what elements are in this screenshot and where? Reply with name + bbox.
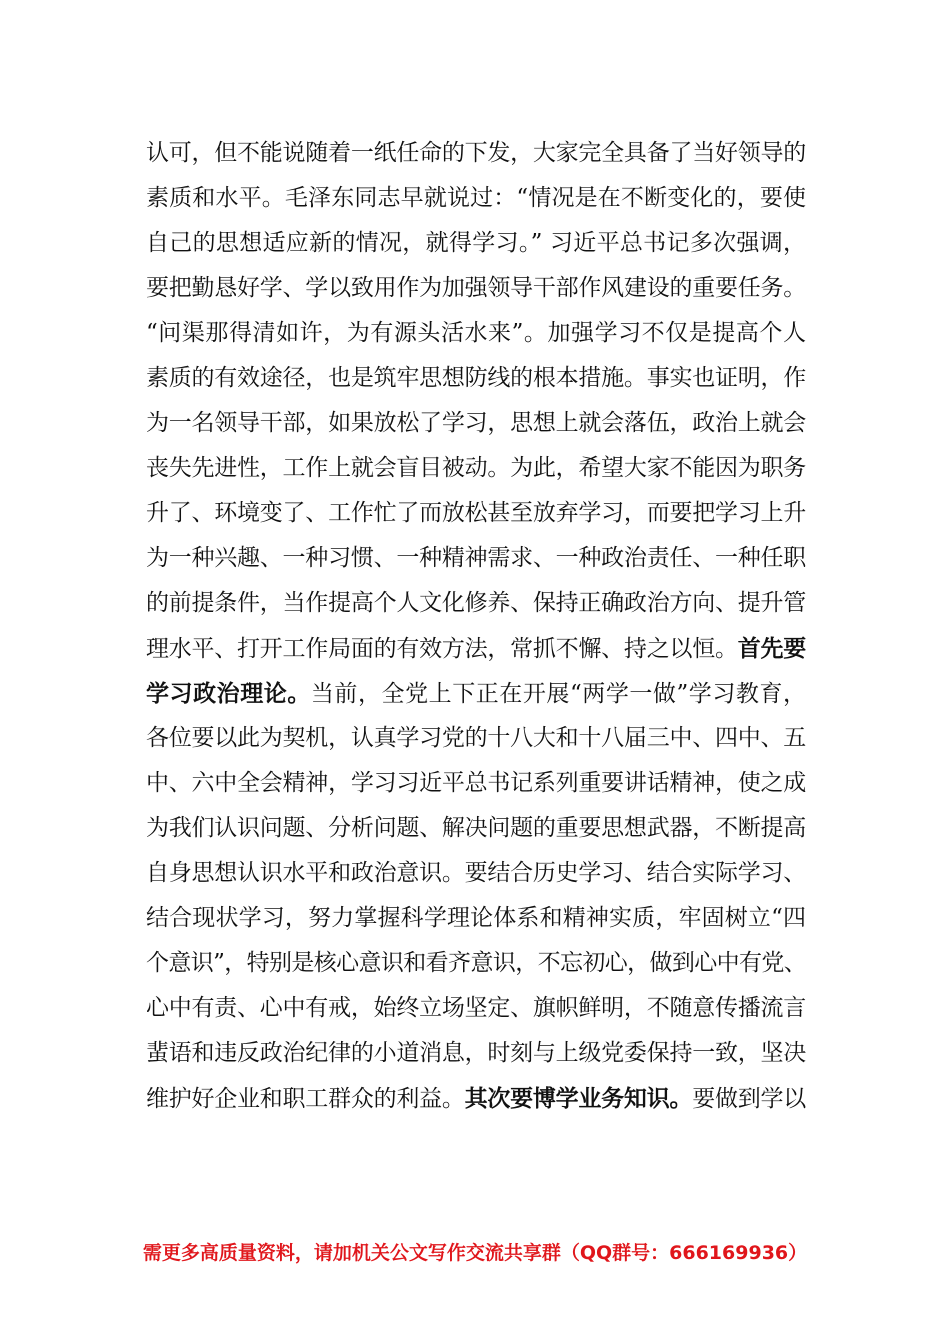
text-line (146, 671, 806, 716)
text-line (146, 1076, 806, 1121)
text-line (146, 536, 806, 581)
text-span: 蜚语和违反政治纪律的小道消息，时刻与上级党委保持一致，坚决 (146, 1040, 806, 1066)
text-line (146, 716, 806, 761)
text-line (146, 941, 806, 986)
text-span: 理水平、打开工作局面的有效方法，常抓不懈、持之以恒。 (146, 636, 738, 662)
text-line (146, 401, 806, 446)
text-line (146, 986, 806, 1031)
text-span: “问渠那得清如许，为有源头活水来”。加强学习不仅是提高个人 (146, 320, 806, 346)
text-span: 要把勤恳好学、学以致用作为加强领导干部作风建设的重要任务。 (146, 275, 806, 301)
bold-heading-span: 首先要 (737, 635, 807, 662)
text-line (146, 896, 806, 941)
text-span: 升了、环境变了、工作忙了而放松甚至放弃学习，而要把学习上升 (146, 500, 806, 526)
text-span: 心中有责、心中有戒，始终立场坚定、旗帜鲜明，不随意传播流言 (146, 995, 806, 1021)
text-span: 结合现状学习，努力掌握科学理论体系和精神实质，牢固树立“四 (146, 905, 806, 931)
body-text (146, 131, 806, 1121)
text-span: 自己的思想适应新的情况，就得学习。” 习近平总书记多次强调， (146, 230, 806, 256)
text-span: 要做到学以 (692, 1086, 807, 1112)
text-span: 各位要以此为契机，认真学习党的十八大和十八届三中、四中、五 (146, 725, 806, 751)
text-line (146, 761, 806, 806)
text-span: 的前提条件，当作提高个人文化修养、保持正确政治方向、提升管 (146, 590, 806, 616)
text-span: 丧失先进性，工作上就会盲目被动。为此，希望大家不能因为职务 (146, 455, 806, 481)
text-line (146, 1031, 806, 1076)
text-span: 为一名领导干部，如果放松了学习，思想上就会落伍，政治上就会 (146, 410, 806, 436)
text-span: 为我们认识问题、分析问题、解决问题的重要思想武器，不断提高 (146, 815, 806, 841)
text-span: 为一种兴趣、一种习惯、一种精神需求、一种政治责任、一种任职 (146, 545, 806, 571)
text-line (146, 851, 806, 896)
text-line (146, 626, 806, 671)
text-span: 素质的有效途径，也是筑牢思想防线的根本措施。事实也证明，作 (146, 365, 806, 391)
text-span: 素质和水平。毛泽东同志早就说过：“情况是在不断变化的，要使 (146, 185, 806, 211)
text-line (146, 446, 806, 491)
bold-heading-span: 其次要博学业务知识。 (464, 1085, 693, 1112)
bold-heading-span: 学习政治理论。 (146, 680, 311, 707)
footer-promo-text: 需更多高质量资料，请加机关公文写作交流共享群（QQ群号：666169936） (142, 1242, 808, 1264)
text-line (146, 581, 806, 626)
text-line (146, 131, 806, 176)
text-span: 维护好企业和职工群众的利益。 (146, 1086, 465, 1112)
text-span: 当前，全党上下正在开展“两学一做”学习教育， (310, 681, 806, 707)
text-line (146, 176, 806, 221)
text-line (146, 806, 806, 851)
text-line (146, 356, 806, 401)
text-span: 自身思想认识水平和政治意识。要结合历史学习、结合实际学习、 (146, 860, 806, 886)
text-span: 认可，但不能说随着一纸任命的下发，大家完全具备了当好领导的 (146, 140, 806, 166)
text-line (146, 221, 806, 266)
text-line (146, 491, 806, 536)
text-span: 个意识”，特别是核心意识和看齐意识，不忘初心，做到心中有党、 (146, 950, 806, 976)
text-line (146, 311, 806, 356)
text-line (146, 266, 806, 311)
text-span: 中、六中全会精神，学习习近平总书记系列重要讲话精神，使之成 (146, 770, 806, 796)
